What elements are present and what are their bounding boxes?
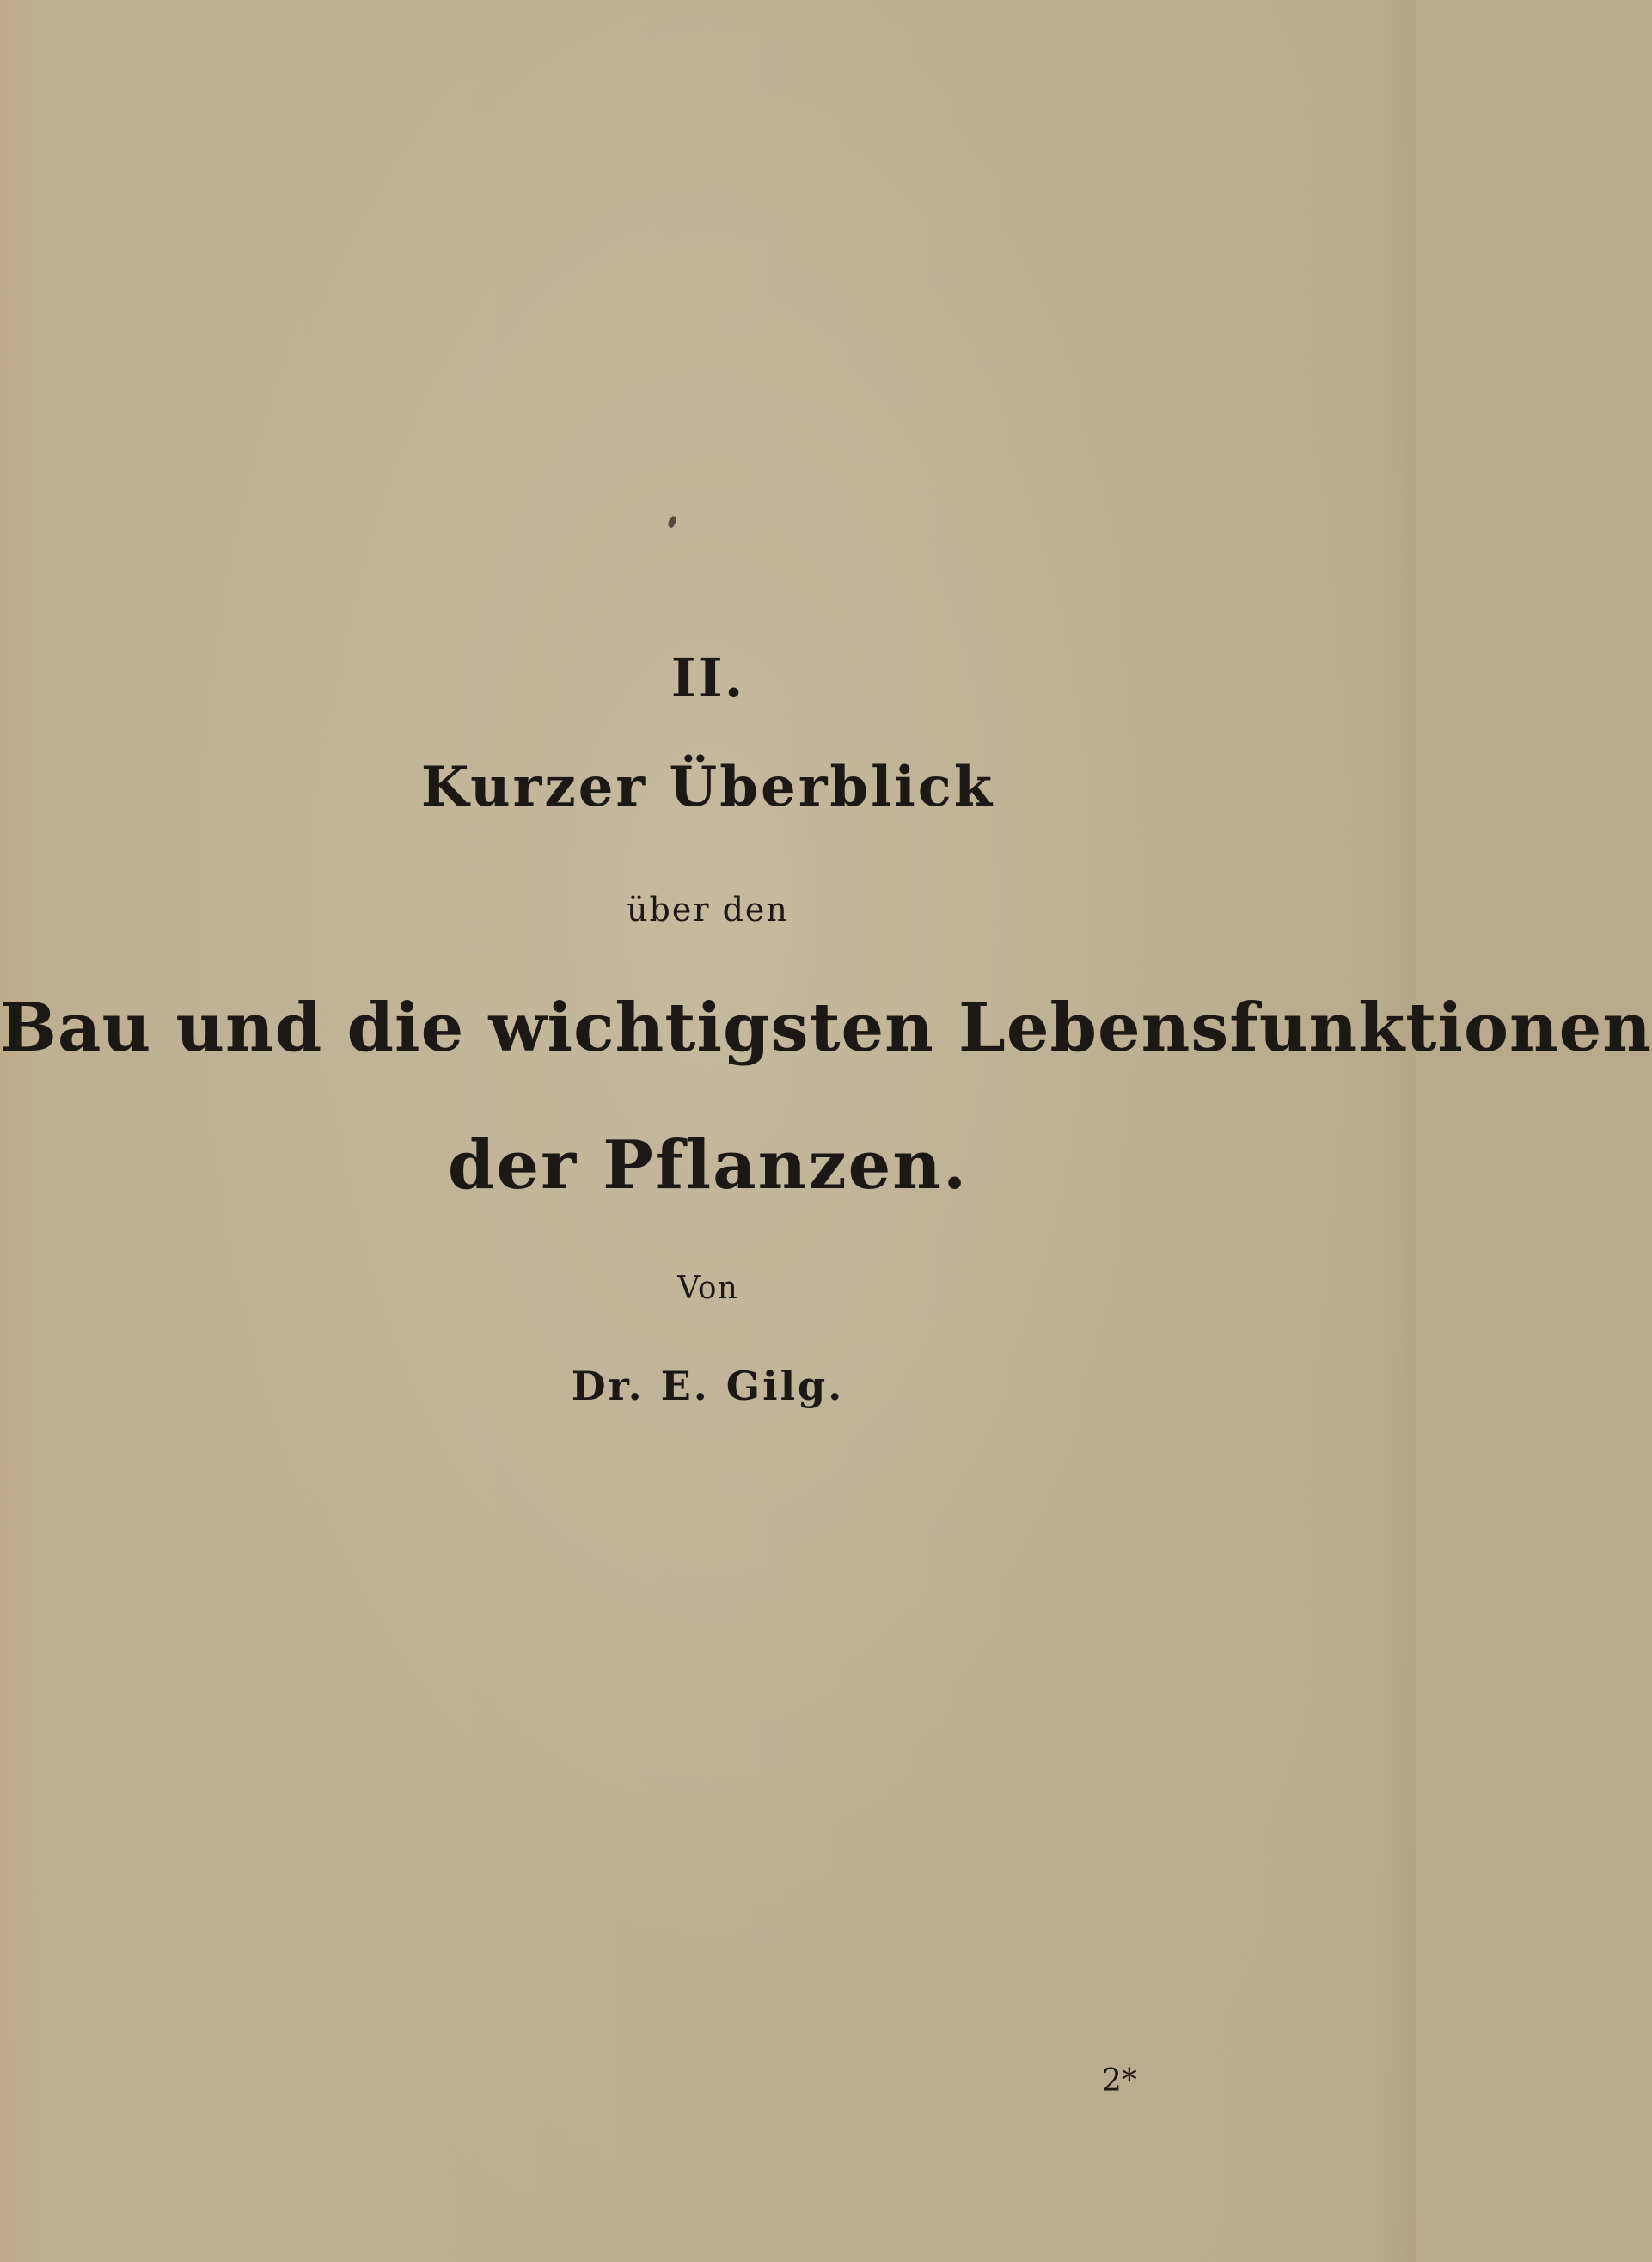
signature-mark: 2*	[1102, 2063, 1137, 2099]
author-name: Dr. E. Gilg.	[571, 1363, 845, 1409]
chapter-subtitle: Kurzer Überblick	[420, 755, 995, 819]
chapter-title-line-2: der Pflanzen.	[447, 1126, 969, 1205]
chapter-title-line-1: Bau und die wichtigsten Lebensfunktionen	[0, 989, 1652, 1067]
ink-speck	[666, 515, 677, 529]
byline-label: Von	[677, 1271, 738, 1306]
chapter-connector: über den	[627, 891, 789, 929]
chapter-number: II.	[670, 647, 745, 709]
